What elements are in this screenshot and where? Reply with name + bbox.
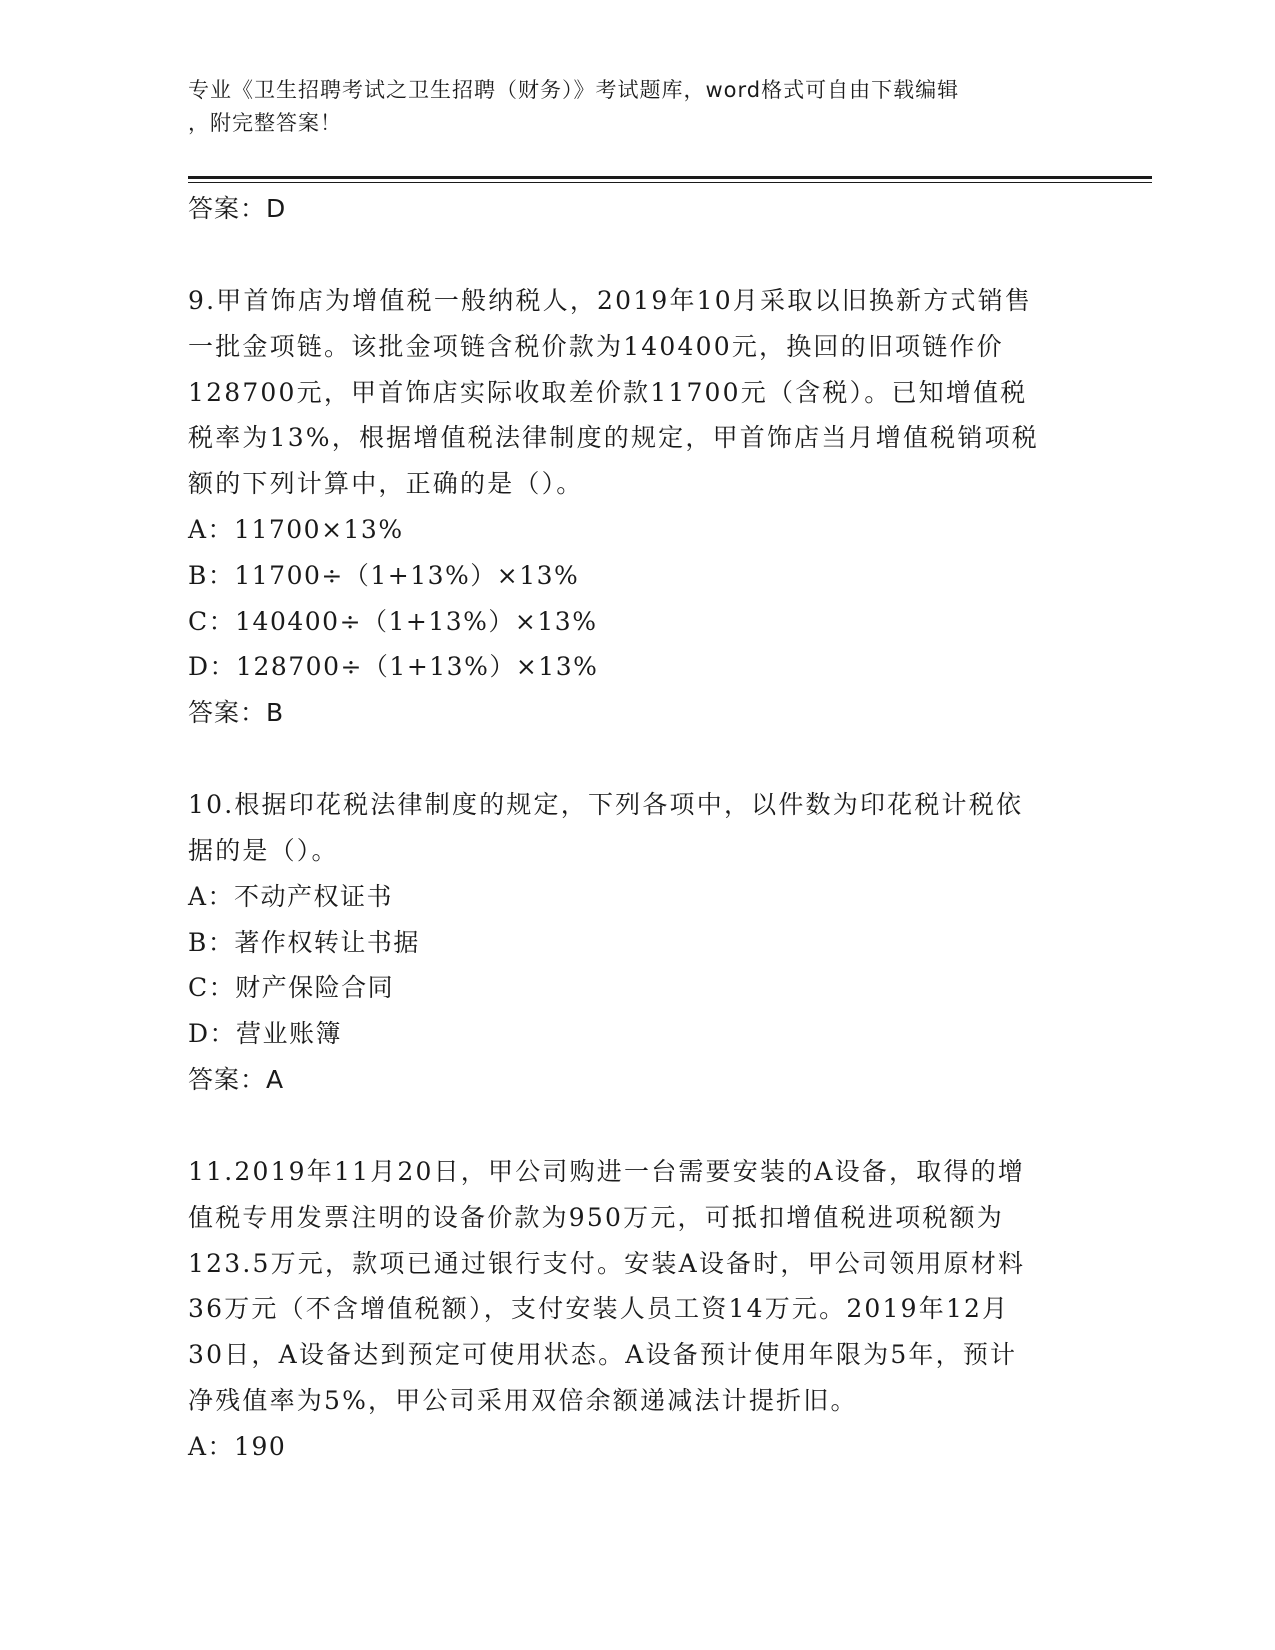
- question-line: 11.2019年11月20日，甲公司购进一台需要安装的A设备，取得的增: [188, 1156, 1026, 1186]
- spacer: [188, 736, 1088, 782]
- question-line: 123.5万元，款项已通过银行支付。安装A设备时，甲公司领用原材料: [188, 1248, 1026, 1278]
- spacer: [188, 232, 1088, 278]
- question-line: 值税专用发票注明的设备价款为950万元，可抵扣增值税进项税额为: [188, 1202, 1004, 1232]
- header-divider-thick: [188, 176, 1152, 179]
- question-line: 一批金项链。该批金项链含税价款为140400元，换回的旧项链作价: [188, 331, 1004, 361]
- previous-answer: 答案：D: [188, 194, 287, 223]
- question-line: 36万元（不含增值税额），支付安装人员工资14万元。2019年12月: [188, 1294, 1010, 1324]
- option-d: D：128700÷（1+13%）×13%: [188, 652, 599, 682]
- question-text: [188, 1149, 1078, 1424]
- question-line: 9.甲首饰店为增值税一般纳税人，2019年10月采取以旧换新方式销售: [188, 286, 1033, 315]
- option-a: A：11700×13%: [188, 514, 404, 544]
- document-body: [188, 186, 1088, 1470]
- option-a: A：190: [188, 1431, 287, 1461]
- question-11: [188, 1149, 1088, 1470]
- question-line: 128700元，甲首饰店实际收取差价款11700元（含税）。已知增值税: [188, 377, 1028, 407]
- option-c: C：140400÷（1+13%）×13%: [188, 606, 598, 636]
- option-b: B：著作权转让书据: [188, 927, 420, 957]
- header-divider-thin: [188, 182, 1152, 183]
- question-line: 额的下列计算中，正确的是（）。: [188, 469, 584, 499]
- question-text: [188, 782, 1078, 874]
- question-9: [188, 278, 1088, 736]
- header-line-2: ，附完整答案！: [188, 111, 342, 135]
- spacer: [188, 1103, 1088, 1149]
- question-text: [188, 278, 1078, 507]
- question-line: 税率为13%，根据增值税法律制度的规定，甲首饰店当月增值税销项税: [188, 423, 1039, 453]
- question-line: 净残值率为5%，甲公司采用双倍余额递减法计提折旧。: [188, 1385, 858, 1415]
- question-10: [188, 782, 1088, 1103]
- question-line: 10.根据印花税法律制度的规定，下列各项中，以件数为印花税计税依: [188, 790, 1024, 820]
- header-line-1: 专业《卫生招聘考试之卫生招聘（财务）》考试题库，word格式可自由下载编辑: [188, 78, 960, 102]
- option-a: A：不动产权证书: [188, 881, 394, 911]
- page-header: [188, 74, 1088, 140]
- answer-label: 答案：B: [188, 698, 285, 728]
- question-line: 据的是（）。: [188, 835, 339, 865]
- option-d: D：营业账簿: [188, 1019, 343, 1049]
- option-b: B：11700÷（1+13%）×13%: [188, 560, 580, 590]
- option-c: C：财产保险合同: [188, 973, 395, 1003]
- answer-label: 答案：A: [188, 1064, 285, 1094]
- question-line: 30日，A设备达到预定可使用状态。A设备预计使用年限为5年，预计: [188, 1340, 1018, 1370]
